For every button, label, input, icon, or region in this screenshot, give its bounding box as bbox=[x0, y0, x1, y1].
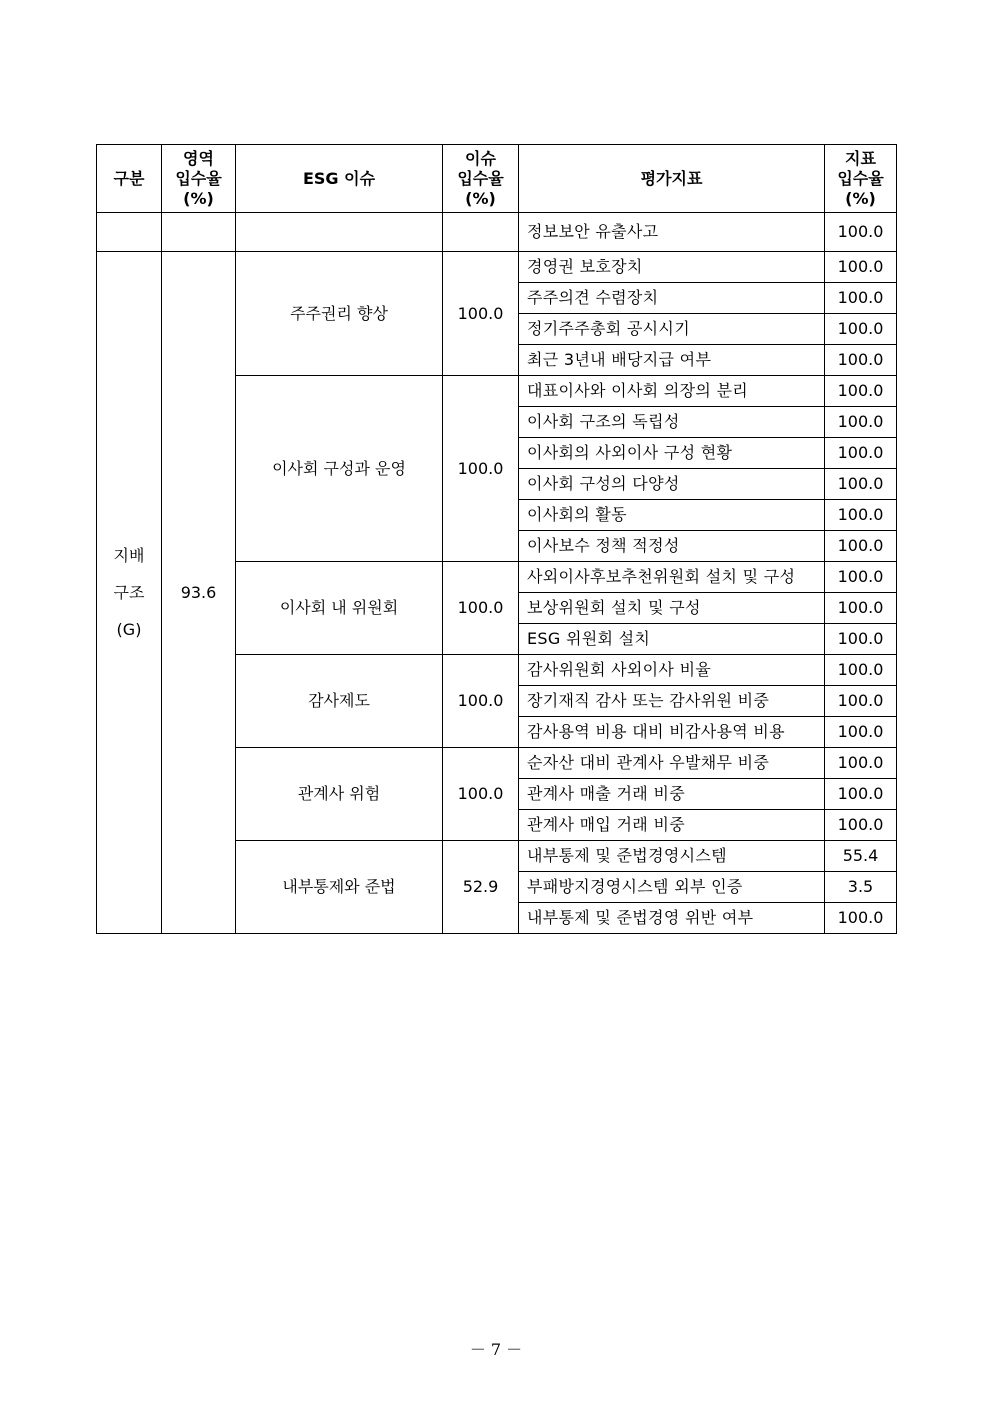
indicator-name: 주주의견 수렴장치 bbox=[519, 283, 825, 314]
issue-rate: 100.0 bbox=[443, 376, 519, 562]
indicator-rate: 100.0 bbox=[825, 500, 897, 531]
issue-rate: 100.0 bbox=[443, 655, 519, 748]
page-number: － 7 － bbox=[469, 1340, 523, 1359]
indicator-rate: 100.0 bbox=[825, 407, 897, 438]
issue-rate: 100.0 bbox=[443, 562, 519, 655]
indicator-name: 대표이사와 이사회 의장의 분리 bbox=[519, 376, 825, 407]
indicator-name: 내부통제 및 준법경영시스템 bbox=[519, 841, 825, 872]
indicator-rate: 100.0 bbox=[825, 376, 897, 407]
issue-rate: 100.0 bbox=[443, 748, 519, 841]
empty-cell bbox=[97, 213, 162, 252]
indicator-rate: 100.0 bbox=[825, 686, 897, 717]
issue-name: 관계사 위험 bbox=[236, 748, 443, 841]
indicator-name: 이사회 구조의 독립성 bbox=[519, 407, 825, 438]
indicator-name: 이사보수 정책 적정성 bbox=[519, 531, 825, 562]
indicator-name: 장기재직 감사 또는 감사위원 비중 bbox=[519, 686, 825, 717]
indicator-rate: 55.4 bbox=[825, 841, 897, 872]
indicator-name: 관계사 매입 거래 비중 bbox=[519, 810, 825, 841]
indicator-name: 관계사 매출 거래 비중 bbox=[519, 779, 825, 810]
indicator-rate: 100.0 bbox=[825, 779, 897, 810]
header-area-rate: 영역 입수율 (%) bbox=[162, 145, 236, 213]
issue-name: 이사회 구성과 운영 bbox=[236, 376, 443, 562]
indicator-rate: 100.0 bbox=[825, 438, 897, 469]
issue-name: 감사제도 bbox=[236, 655, 443, 748]
indicator-rate: 100.0 bbox=[825, 624, 897, 655]
header-category: 구분 bbox=[97, 145, 162, 213]
indicator-rate: 100.0 bbox=[825, 345, 897, 376]
indicator-rate: 100.0 bbox=[825, 314, 897, 345]
empty-cell bbox=[162, 213, 236, 252]
indicator-rate: 100.0 bbox=[825, 748, 897, 779]
indicator-rate: 100.0 bbox=[825, 903, 897, 934]
table-header-row bbox=[97, 145, 897, 213]
empty-cell bbox=[236, 213, 443, 252]
issue-rate: 100.0 bbox=[443, 252, 519, 376]
empty-cell bbox=[443, 213, 519, 252]
issue-name: 주주권리 향상 bbox=[236, 252, 443, 376]
indicator-name: 보상위원회 설치 및 구성 bbox=[519, 593, 825, 624]
indicator-rate: 100.0 bbox=[825, 213, 897, 252]
issue-name: 이사회 내 위원회 bbox=[236, 562, 443, 655]
indicator-name: 최근 3년내 배당지급 여부 bbox=[519, 345, 825, 376]
header-esg-issue: ESG 이슈 bbox=[236, 145, 443, 213]
indicator-name: 이사회의 사외이사 구성 현황 bbox=[519, 438, 825, 469]
indicator-rate: 100.0 bbox=[825, 593, 897, 624]
indicator-rate: 100.0 bbox=[825, 562, 897, 593]
indicator-rate: 3.5 bbox=[825, 872, 897, 903]
header-indicator-rate: 지표 입수율 (%) bbox=[825, 145, 897, 213]
table-row bbox=[97, 252, 897, 283]
esg-rate-table bbox=[96, 144, 897, 934]
carry-over-row bbox=[97, 213, 897, 252]
indicator-name: 감사용역 비용 대비 비감사용역 비용 bbox=[519, 717, 825, 748]
indicator-rate: 100.0 bbox=[825, 283, 897, 314]
header-issue-rate: 이슈 입수율 (%) bbox=[443, 145, 519, 213]
header-indicator: 평가지표 bbox=[519, 145, 825, 213]
indicator-name: 이사회의 활동 bbox=[519, 500, 825, 531]
issue-name: 내부통제와 준법 bbox=[236, 841, 443, 934]
indicator-name: 정기주주총회 공시시기 bbox=[519, 314, 825, 345]
indicator-rate: 100.0 bbox=[825, 531, 897, 562]
indicator-name: 내부통제 및 준법경영 위반 여부 bbox=[519, 903, 825, 934]
indicator-rate: 100.0 bbox=[825, 655, 897, 686]
indicator-name: 사외이사후보추천위원회 설치 및 구성 bbox=[519, 562, 825, 593]
indicator-name: 경영권 보호장치 bbox=[519, 252, 825, 283]
indicator-rate: 100.0 bbox=[825, 469, 897, 500]
issue-rate: 52.9 bbox=[443, 841, 519, 934]
indicator-name: 이사회 구성의 다양성 bbox=[519, 469, 825, 500]
indicator-name: ESG 위원회 설치 bbox=[519, 624, 825, 655]
indicator-rate: 100.0 bbox=[825, 252, 897, 283]
indicator-name: 감사위원회 사외이사 비율 bbox=[519, 655, 825, 686]
indicator-rate: 100.0 bbox=[825, 717, 897, 748]
category-governance: 지배 구조 (G) bbox=[97, 252, 162, 934]
indicator-name: 정보보안 유출사고 bbox=[519, 213, 825, 252]
indicator-name: 부패방지경영시스템 외부 인증 bbox=[519, 872, 825, 903]
indicator-name: 순자산 대비 관계사 우발채무 비중 bbox=[519, 748, 825, 779]
indicator-rate: 100.0 bbox=[825, 810, 897, 841]
area-rate: 93.6 bbox=[162, 252, 236, 934]
